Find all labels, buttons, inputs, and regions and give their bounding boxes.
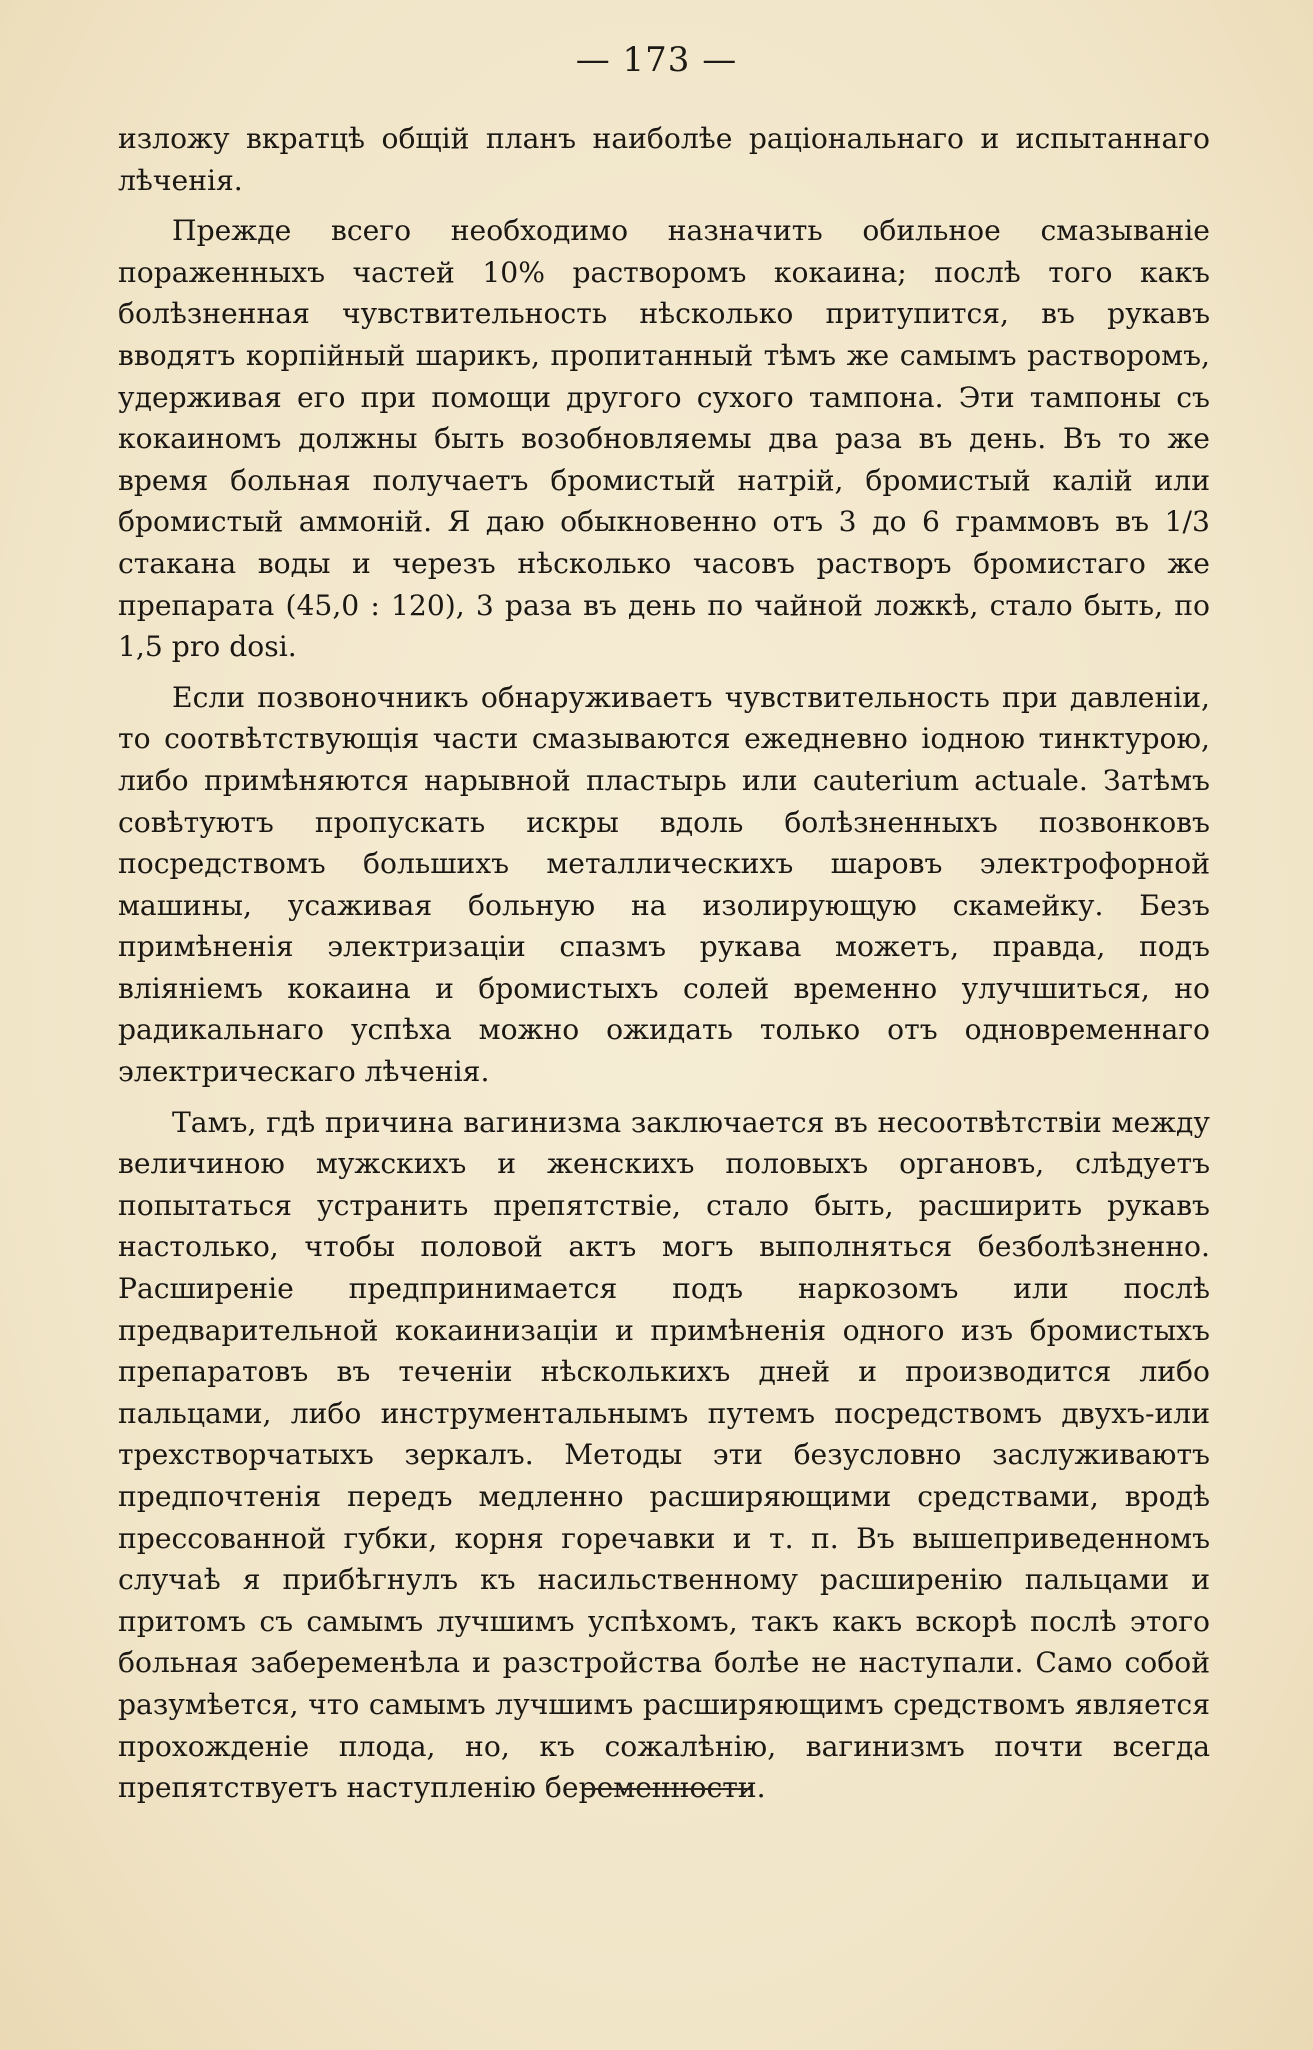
paragraph: Тамъ, гдѣ причина вагинизма заключается въ несоотвѣтствіи между величиною мужскихъ и женскихъ половыхъ органовъ, слѣдуетъ попытаться устранить препятствіе, стало быть, расширить рукавъ настолько, чтобы половой актъ могъ выполняться безболѣзненно. Расширеніе предпринимается подъ наркозомъ или послѣ предварительной кокаинизаціи и примѣненія одного изъ бромистыхъ препаратовъ въ теченіи нѣсколькихъ дней и производится либо пальцами, либо инструментальнымъ путемъ посредствомъ двухъ-или трехстворчатыхъ зеркалъ. Методы эти безусловно заслуживаютъ предпочтенія передъ медленно расширяющими средствами, вродѣ прессованной губки, корня горечавки и т. п. Въ вышеприведенномъ случаѣ я прибѣгнулъ къ насильственному расширенію пальцами и притомъ съ самымъ лучшимъ успѣхомъ, такъ какъ вскорѣ послѣ этого больная забеременѣла и разстройства болѣе не наступали. Само собой разумѣется, что самымъ лучшимъ расширяющимъ средствомъ является прохожденіе плода, но, къ сожалѣнію, вагинизмъ почти всегда препятствуетъ наступленію беременности. [118, 1105, 1210, 1805]
body-text [118, 118, 1210, 1818]
page-number: — 173 — [575, 40, 738, 80]
paragraph: Прежде всего необходимо назначить обильное смазываніе пораженныхъ частей 10% растворомъ кокаина; послѣ того какъ болѣзненная чувствительность нѣсколько притупится, въ рукавъ вводятъ корпійный шарикъ, пропитанный тѣмъ же самымъ растворомъ, удерживая его при помощи другого сухого тампона. Эти тампоны съ кокаиномъ должны быть возобновляемы два раза въ день. Въ то же время больная получаетъ бромистый натрій, бромистый калій или бромистый аммоній. Я даю обыкновенно отъ 3 до 6 граммовъ въ 1/3 стакана воды и черезъ нѣсколько часовъ растворъ бромистаго же препарата (45,0 : 120), 3 раза въ день по чайной ложкѣ, стало быть, по 1,5 pro dosi. [118, 214, 1210, 664]
paragraph-continuation: изложу вкратцѣ общій планъ наиболѣе раціональнаго и испытаннаго лѣченія. [118, 122, 1210, 197]
section-divider [583, 1788, 751, 1790]
paragraph: Если позвоночникъ обнаруживаетъ чувствительность при давленіи, то соотвѣтствующія части смазываются ежедневно іодною тинктурою, либо примѣняются нарывной пластырь или cauterium actuale. Затѣмъ совѣтуютъ пропускать искры вдоль болѣзненныхъ позвонковъ посредствомъ большихъ металлическихъ шаровъ электрофорной машины, усаживая больную на изолирующую скамейку. Безъ примѣненія электризаціи спазмъ рукава можетъ, правда, подъ вліяніемъ кокаина и бромистыхъ солей временно улучшиться, но радикальнаго успѣха можно ожидать только отъ одновременнаго электрическаго лѣченія. [118, 680, 1210, 1089]
